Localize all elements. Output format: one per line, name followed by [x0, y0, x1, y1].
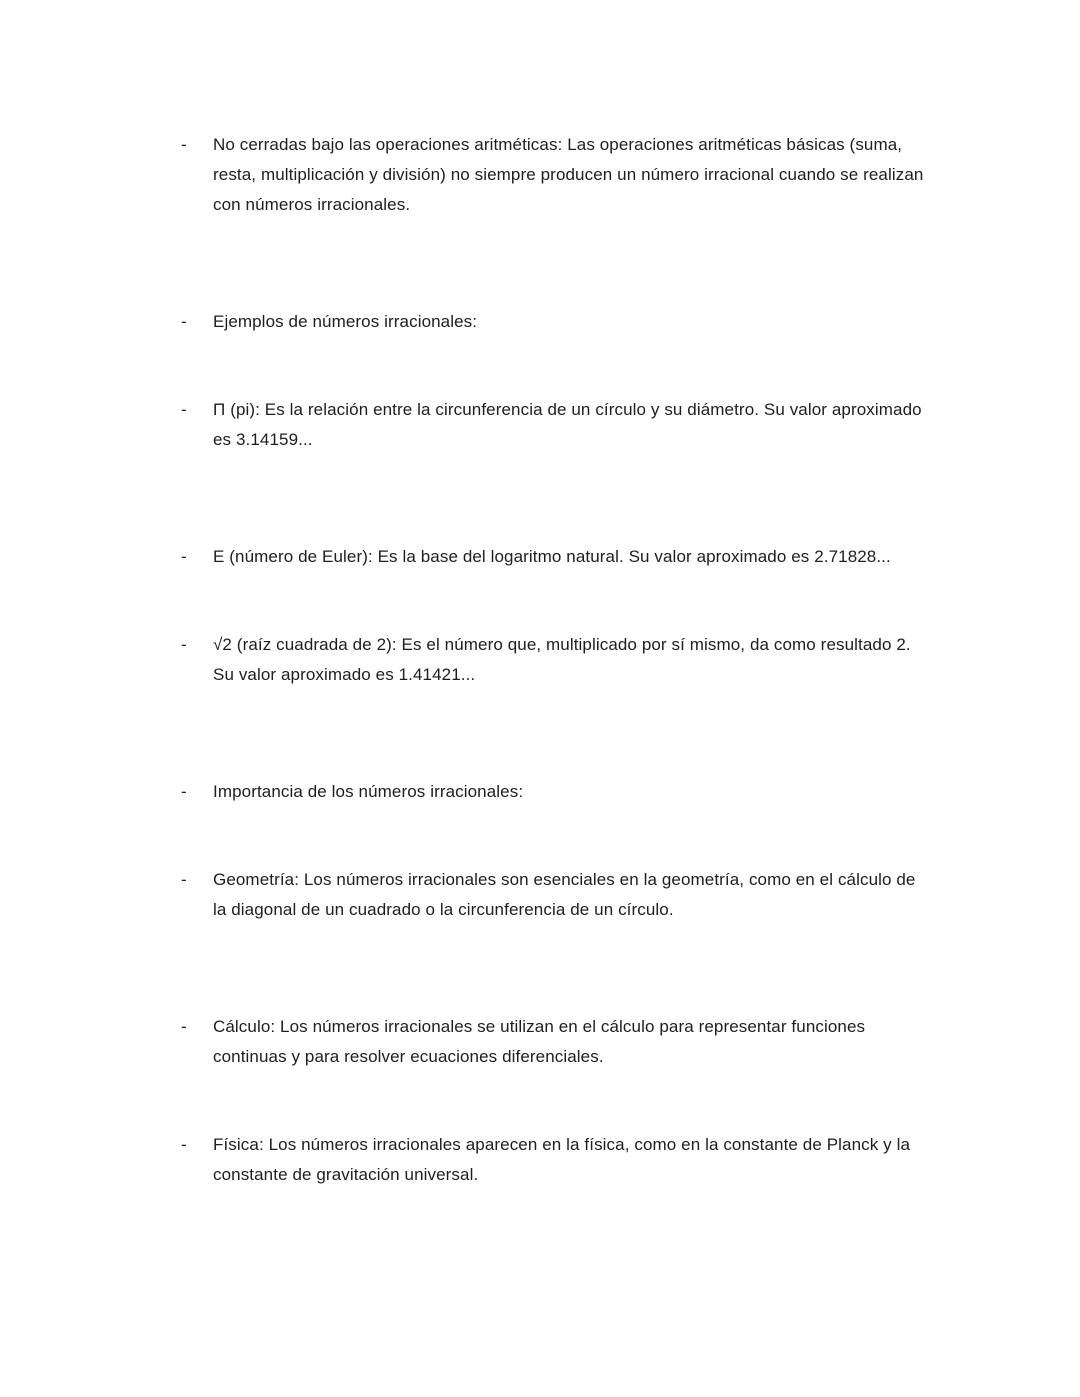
bullet-dash: - [181, 1017, 187, 1036]
list-item-text: Ejemplos de números irracionales: [213, 312, 478, 331]
bullet-dash: - [181, 1135, 187, 1154]
list-item [181, 542, 1080, 572]
bullet-dash: - [181, 870, 187, 889]
bullet-dash: - [181, 547, 187, 566]
list-item-text: E (número de Euler): Es la base del logaritmo natural. Su valor aproximado es 2.71828... [213, 547, 891, 566]
list-item [181, 777, 1080, 807]
list-item [181, 1012, 1080, 1072]
bullet-dash: - [181, 312, 187, 331]
list-item-text: No cerradas bajo las operaciones aritméticas: Las operaciones aritméticas básicas (suma, resta, multiplicación y división) no siempre producen un número irracional cuando se realizan con números irracionales. [213, 135, 924, 214]
list-item [181, 130, 1080, 220]
list-item-text: √2 (raíz cuadrada de 2): Es el número que, multiplicado por sí mismo, da como resultado 2. Su valor aproximado es 1.41421... [213, 635, 911, 684]
list-item [181, 630, 1080, 690]
list-item-text: Física: Los números irracionales aparecen en la física, como en la constante de Planck y la constante de gravitación universal. [213, 1135, 911, 1184]
bullet-dash: - [181, 135, 187, 154]
bullet-dash: - [181, 635, 187, 654]
bullet-dash: - [181, 782, 187, 801]
bullet-dash: - [181, 400, 187, 419]
list-item [181, 1130, 1080, 1190]
list-item-text: Importancia de los números irracionales: [213, 782, 524, 801]
list-item [181, 395, 1080, 455]
list-item-text: Cálculo: Los números irracionales se utilizan en el cálculo para representar funciones continuas y para resolver ecuaciones diferenciales. [213, 1017, 866, 1066]
list-item [181, 307, 1080, 337]
list-item-text: Π (pi): Es la relación entre la circunferencia de un círculo y su diámetro. Su valor aproximado es 3.14159... [213, 400, 922, 449]
list-item [181, 865, 1080, 925]
list-item-text: Geometría: Los números irracionales son esenciales en la geometría, como en el cálculo de la diagonal de un cuadrado o la circunferencia de un círculo. [213, 870, 916, 919]
